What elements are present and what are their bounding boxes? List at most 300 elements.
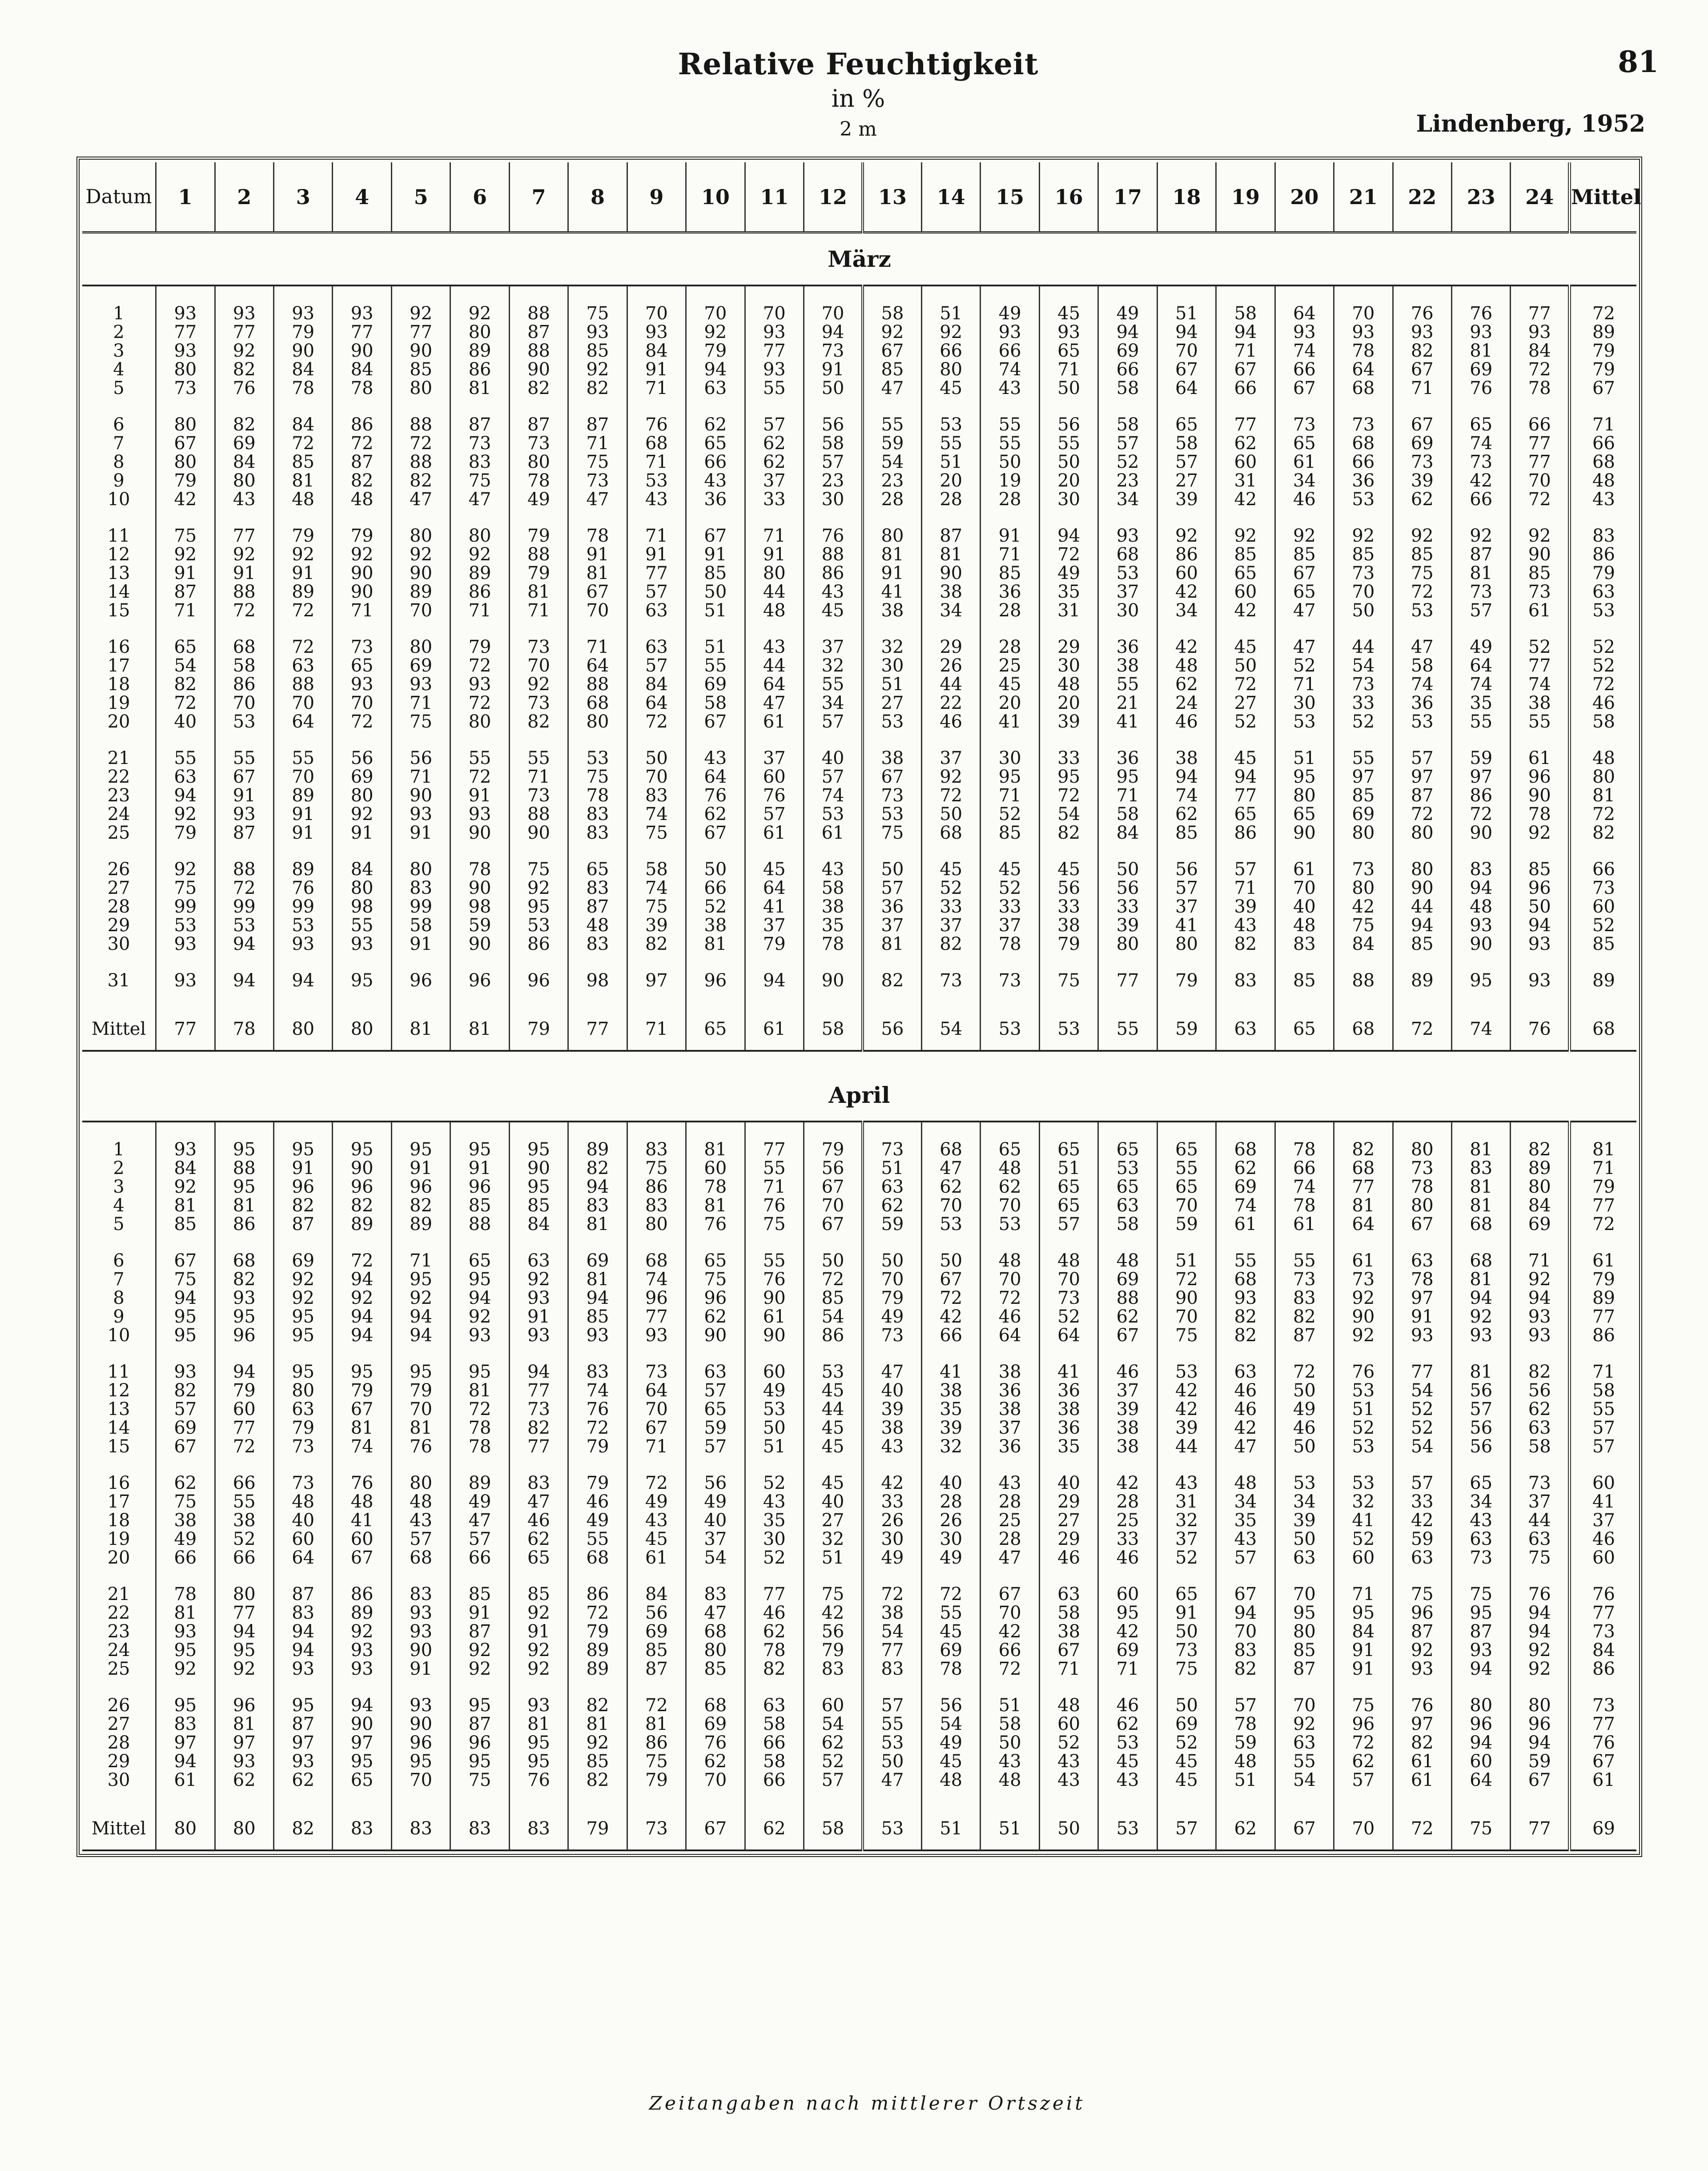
- humidity-value: 38: [881, 1603, 904, 1623]
- humidity-value: 82: [1411, 341, 1434, 361]
- humidity-value: 91: [998, 526, 1021, 546]
- spacer-cell: [215, 1234, 273, 1251]
- spacer-cell: [450, 1234, 509, 1251]
- humidity-value: 65: [1057, 1139, 1081, 1160]
- value-cell: [1511, 1140, 1569, 1234]
- humidity-value: 66: [1470, 489, 1493, 510]
- humidity-value: 63: [292, 1399, 315, 1419]
- humidity-value: 57: [763, 414, 786, 435]
- humidity-value: 50: [1234, 655, 1257, 676]
- humidity-value: 73: [527, 637, 550, 657]
- day-number: 18: [107, 1510, 130, 1531]
- humidity-value: 68: [1470, 1214, 1493, 1234]
- humidity-value: 89: [410, 1214, 433, 1234]
- spacer-cell: [745, 1234, 804, 1251]
- humidity-value: 72: [1057, 785, 1081, 806]
- header-hour-2: 2: [215, 162, 273, 233]
- humidity-value: 56: [1470, 1436, 1493, 1457]
- humidity-value: 70: [586, 600, 609, 621]
- humidity-value: 75: [468, 470, 491, 491]
- humidity-value: 65: [1057, 341, 1081, 361]
- humidity-value: 78: [821, 934, 844, 954]
- humidity-value: 48: [998, 1158, 1021, 1178]
- humidity-value: 95: [998, 767, 1021, 787]
- humidity-value: 81: [1470, 1362, 1493, 1382]
- humidity-value: 70: [527, 655, 550, 676]
- humidity-value: 61: [1411, 1751, 1434, 1772]
- humidity-value: 93: [174, 1139, 197, 1160]
- humidity-value: 73: [1411, 1158, 1434, 1178]
- humidity-value: 93: [1528, 1307, 1551, 1327]
- humidity-value: 88: [233, 1158, 256, 1178]
- humidity-value: 72: [174, 693, 197, 713]
- value-cell: [1275, 415, 1334, 509]
- humidity-value: 82: [1234, 934, 1257, 954]
- spacer-cell: [1039, 1122, 1098, 1140]
- spacer-cell: [1216, 842, 1275, 860]
- humidity-value: 80: [350, 878, 374, 898]
- humidity-value: 60: [1175, 563, 1198, 583]
- humidity-value: 33: [1116, 1529, 1139, 1549]
- humidity-value: 81: [1470, 1139, 1493, 1160]
- spacer-cell: [804, 398, 863, 415]
- value-cell: [804, 527, 863, 620]
- humidity-value: 48: [1234, 1473, 1257, 1493]
- humidity-value: 94: [1470, 878, 1493, 898]
- value-cell: [745, 638, 804, 731]
- humidity-value: 41: [881, 582, 904, 602]
- spacer-cell: [1157, 1567, 1216, 1585]
- humidity-value: 65: [998, 1139, 1021, 1160]
- humidity-value: 70: [1175, 341, 1198, 361]
- humidity-value: 30: [1293, 693, 1316, 713]
- footer-note: Zeitangaben nach mittlerer Ortszeit: [649, 2092, 1085, 2114]
- humidity-value: 92: [468, 1307, 491, 1327]
- humidity-value: 48: [1175, 655, 1198, 676]
- humidity-value: 83: [1470, 859, 1493, 880]
- humidity-value: 54: [1411, 1436, 1434, 1457]
- humidity-value: 61: [645, 1548, 668, 1568]
- humidity-value: 78: [468, 859, 491, 880]
- humidity-value: 79: [350, 1380, 374, 1401]
- humidity-value: 95: [1352, 1603, 1375, 1623]
- value-cell: [1098, 1585, 1157, 1678]
- humidity-value: 90: [704, 1325, 727, 1346]
- humidity-value: 94: [174, 1751, 197, 1772]
- spacer-cell: [686, 1456, 745, 1474]
- value-cell: [450, 860, 509, 953]
- humidity-value: 89: [468, 1473, 491, 1493]
- humidity-value: 58: [821, 433, 844, 454]
- value-cell: [627, 1474, 686, 1567]
- header-hour-16: 16: [1039, 162, 1098, 233]
- humidity-value: 65: [1175, 1584, 1198, 1604]
- humidity-value: 72: [292, 433, 315, 454]
- humidity-value: 55: [350, 915, 374, 936]
- humidity-value: 74: [1470, 674, 1493, 695]
- humidity-value: 71: [1592, 1158, 1615, 1178]
- humidity-value: 53: [940, 414, 963, 435]
- value-cell: [627, 527, 686, 620]
- value-cell: [1157, 1696, 1216, 1789]
- spacer-cell: [686, 1122, 745, 1140]
- spacer-cell: [450, 285, 509, 304]
- humidity-value: 55: [468, 748, 491, 768]
- humidity-value: 78: [763, 1640, 786, 1660]
- humidity-value: 80: [1528, 1695, 1551, 1716]
- humidity-value: 90: [1528, 544, 1551, 565]
- humidity-value: 54: [174, 655, 197, 676]
- spacer-cell: [450, 620, 509, 638]
- spacer-cell: [568, 1122, 627, 1140]
- humidity-value: 59: [468, 915, 491, 936]
- day-numbers: [82, 1474, 156, 1567]
- humidity-value: 95: [350, 1139, 374, 1160]
- value-cell: [745, 1696, 804, 1789]
- humidity-value: 67: [881, 767, 904, 787]
- humidity-value: 46: [1175, 712, 1198, 732]
- humidity-value: 91: [881, 563, 904, 583]
- value-cell: [745, 527, 804, 620]
- spacer-cell: [686, 731, 745, 749]
- humidity-value: 97: [174, 1733, 197, 1753]
- humidity-value: 82: [763, 1659, 786, 1679]
- spacer-cell: [1452, 842, 1511, 860]
- humidity-value: 88: [527, 341, 550, 361]
- humidity-value: 92: [410, 544, 433, 565]
- humidity-value: 72: [1592, 1214, 1615, 1234]
- day-numbers: [82, 415, 156, 509]
- humidity-value: 68: [1470, 1250, 1493, 1271]
- day-number: 11: [107, 1362, 130, 1382]
- humidity-value: 70: [998, 1603, 1021, 1623]
- spacer-cell: [391, 953, 450, 971]
- humidity-value: 81: [350, 1418, 374, 1438]
- day-number: 3: [113, 1177, 125, 1197]
- humidity-value: 98: [350, 897, 374, 917]
- humidity-value: 55: [1470, 712, 1493, 732]
- humidity-value: 57: [1470, 600, 1493, 621]
- units-label: in %: [831, 84, 885, 113]
- humidity-value: 78: [292, 378, 315, 398]
- value-cell: [1452, 415, 1511, 509]
- humidity-value: 82: [350, 1195, 374, 1216]
- humidity-value: 48: [1293, 915, 1316, 936]
- humidity-value: 86: [527, 934, 550, 954]
- humidity-value: 92: [174, 544, 197, 565]
- humidity-value: 75: [645, 1158, 668, 1178]
- mean-value: 77: [1511, 1807, 1569, 1850]
- mean-value: 55: [1098, 1008, 1157, 1051]
- humidity-value: 91: [233, 785, 256, 806]
- humidity-value: 48: [1057, 674, 1081, 695]
- humidity-value: 93: [410, 804, 433, 824]
- humidity-value: 67: [940, 1269, 963, 1290]
- humidity-value: 57: [410, 1529, 433, 1549]
- value-cell: [921, 860, 980, 953]
- humidity-value: 43: [1234, 915, 1257, 936]
- humidity-value: 73: [1352, 674, 1375, 695]
- spacer-cell: [273, 1122, 332, 1140]
- value-cell: [1334, 1696, 1393, 1789]
- humidity-value: 52: [704, 897, 727, 917]
- humidity-value: 76: [1352, 1362, 1375, 1382]
- value-cell: [804, 1696, 863, 1789]
- humidity-value: 93: [292, 1659, 315, 1679]
- value-cell: [1275, 1363, 1334, 1456]
- spacer-cell: [82, 509, 156, 527]
- humidity-value: 65: [1293, 582, 1316, 602]
- header-datum: Datum: [82, 162, 156, 233]
- value-cell: [568, 638, 627, 731]
- humidity-value: 48: [292, 489, 315, 510]
- spacer-cell: [156, 1345, 215, 1363]
- humidity-value: 47: [1234, 1436, 1257, 1457]
- spacer-cell: [450, 1345, 509, 1363]
- spacer-cell: [391, 1789, 450, 1807]
- humidity-value: 79: [292, 322, 315, 342]
- humidity-value: 93: [233, 804, 256, 824]
- humidity-value: 51: [1175, 1250, 1198, 1271]
- spacer-cell: [981, 1345, 1039, 1363]
- humidity-value: 47: [881, 378, 904, 398]
- humidity-value: 95: [1470, 1603, 1493, 1623]
- spacer-cell: [450, 1789, 509, 1807]
- humidity-value: 55: [1116, 674, 1139, 695]
- humidity-value: 58: [1116, 378, 1139, 398]
- spacer-cell: [921, 620, 980, 638]
- humidity-value: 30: [881, 655, 904, 676]
- spacer-cell: [1511, 1678, 1569, 1696]
- humidity-value: 76: [1470, 303, 1493, 324]
- humidity-value: 68: [1352, 1158, 1375, 1178]
- humidity-value: 94: [410, 1307, 433, 1327]
- spacer-cell: [745, 620, 804, 638]
- mean-value: 72: [1393, 1008, 1451, 1051]
- humidity-value: 73: [527, 433, 550, 454]
- mean-value: 53: [981, 1008, 1039, 1051]
- humidity-value: 93: [174, 1362, 197, 1382]
- humidity-value: 70: [410, 600, 433, 621]
- humidity-value: 82: [410, 470, 433, 491]
- humidity-value: 51: [1057, 1158, 1081, 1178]
- spacer-cell: [509, 990, 568, 1008]
- spacer-cell: [333, 1122, 391, 1140]
- value-cell: [1511, 1696, 1569, 1789]
- station-name: Lindenberg, 1952: [1416, 110, 1645, 137]
- humidity-value: 67: [1411, 414, 1434, 435]
- value-cell: [981, 749, 1039, 842]
- humidity-value: 88: [527, 804, 550, 824]
- humidity-value: 57: [174, 1399, 197, 1419]
- humidity-value: 59: [1528, 1751, 1551, 1772]
- day-number: 21: [107, 748, 130, 768]
- value-cell: [1098, 638, 1157, 731]
- value-cell: [921, 415, 980, 509]
- value-cell: [1157, 527, 1216, 620]
- value-cell: [686, 1474, 745, 1567]
- humidity-value: 80: [233, 1584, 256, 1604]
- spacer-cell: [686, 1567, 745, 1585]
- humidity-value: 76: [763, 1269, 786, 1290]
- humidity-value: 83: [586, 878, 609, 898]
- humidity-value: 66: [1116, 359, 1139, 380]
- value-cell: [509, 1251, 568, 1345]
- spacer-cell: [1098, 1345, 1157, 1363]
- humidity-value: 39: [1234, 897, 1257, 917]
- humidity-value: 60: [1592, 1473, 1615, 1493]
- humidity-value: 58: [763, 1751, 786, 1772]
- humidity-value: 60: [1592, 897, 1615, 917]
- value-cell: [568, 1696, 627, 1789]
- humidity-value: 84: [350, 359, 374, 380]
- spacer-cell: [1216, 1678, 1275, 1696]
- humidity-value: 81: [586, 1269, 609, 1290]
- humidity-value: 47: [881, 1770, 904, 1790]
- humidity-value: 50: [1116, 859, 1139, 880]
- spacer-cell: [273, 990, 332, 1008]
- value-cell: [1216, 1363, 1275, 1456]
- humidity-value: 77: [1352, 1177, 1375, 1197]
- humidity-value: 71: [350, 600, 374, 621]
- spacer-cell: [1511, 1234, 1569, 1251]
- humidity-value: 91: [292, 1158, 315, 1178]
- spacer-cell: [273, 842, 332, 860]
- humidity-value: 87: [350, 452, 374, 472]
- humidity-value: 37: [763, 915, 786, 936]
- humidity-value: 80: [704, 1640, 727, 1660]
- humidity-value: 50: [1293, 1380, 1316, 1401]
- value-cell: [1216, 527, 1275, 620]
- spacer-cell: [568, 1456, 627, 1474]
- humidity-value: 70: [350, 693, 374, 713]
- spacer-cell: [627, 1456, 686, 1474]
- humidity-value: 92: [1528, 1640, 1551, 1660]
- spacer-cell: [215, 953, 273, 971]
- spacer-cell: [215, 1456, 273, 1474]
- humidity-value: 65: [174, 637, 197, 657]
- humidity-value: 77: [233, 526, 256, 546]
- humidity-value: 92: [1352, 1288, 1375, 1308]
- humidity-value: 90: [410, 341, 433, 361]
- value-cell: [509, 1585, 568, 1678]
- value-cell: [745, 1363, 804, 1456]
- value-cell: [1275, 1251, 1334, 1345]
- spacer-cell: [1334, 620, 1393, 638]
- humidity-value: 78: [586, 526, 609, 546]
- spacer-cell: [981, 509, 1039, 527]
- spacer-cell: [1275, 509, 1334, 527]
- spacer-cell: [1334, 1122, 1393, 1140]
- humidity-value: 82: [1592, 823, 1615, 843]
- humidity-value: 46: [586, 1492, 609, 1512]
- mean-label: Mittel: [82, 1008, 156, 1051]
- humidity-value: 36: [1057, 1380, 1081, 1401]
- value-cell: [1216, 1251, 1275, 1345]
- humidity-value: 76: [586, 1399, 609, 1419]
- humidity-value: 59: [1175, 1214, 1198, 1234]
- spacer-cell: [1334, 398, 1393, 415]
- humidity-value: 57: [1057, 1214, 1081, 1234]
- humidity-value: 33: [1057, 897, 1081, 917]
- humidity-value: 90: [350, 582, 374, 602]
- spacer-cell: [627, 1234, 686, 1251]
- value-cell: [1393, 1363, 1451, 1456]
- humidity-value: 87: [468, 414, 491, 435]
- value-cell: [686, 1251, 745, 1345]
- humidity-value: 73: [292, 1473, 315, 1493]
- value-cell: [981, 304, 1039, 398]
- day-number: 25: [107, 1659, 130, 1679]
- humidity-value: 92: [233, 544, 256, 565]
- humidity-value: 72: [1528, 489, 1551, 510]
- humidity-value: 82: [233, 414, 256, 435]
- humidity-value: 93: [1411, 322, 1434, 342]
- humidity-value: 79: [1592, 1177, 1615, 1197]
- humidity-value: 70: [410, 1399, 433, 1419]
- value-cell: [921, 1585, 980, 1678]
- humidity-value: 20: [998, 693, 1021, 713]
- value-cell: [1452, 1363, 1511, 1456]
- value-cell: [981, 1140, 1039, 1234]
- humidity-value: 61: [763, 712, 786, 732]
- humidity-value: 46: [1293, 1418, 1316, 1438]
- spacer-cell: [1098, 1678, 1157, 1696]
- spacer-cell: [1334, 285, 1393, 304]
- value-cell: [1511, 638, 1569, 731]
- humidity-value: 77: [1234, 785, 1257, 806]
- spacer-cell: [981, 1456, 1039, 1474]
- mean-value: 51: [981, 1807, 1039, 1850]
- humidity-value: 73: [586, 470, 609, 491]
- spacer-cell: [273, 1456, 332, 1474]
- humidity-value: 45: [1057, 859, 1081, 880]
- humidity-value: 67: [350, 1399, 374, 1419]
- value-cell: [921, 1363, 980, 1456]
- day-group-row: [82, 860, 1636, 953]
- humidity-value: 24: [1175, 693, 1198, 713]
- humidity-value: 92: [1411, 1640, 1434, 1660]
- spacer-cell: [450, 842, 509, 860]
- spacer-cell: [981, 1678, 1039, 1696]
- day-number: 12: [107, 1380, 130, 1401]
- humidity-value: 66: [1293, 1158, 1316, 1178]
- day-number: 2: [113, 1158, 125, 1178]
- day-numbers: [82, 1140, 156, 1234]
- spacer-cell: [1334, 990, 1393, 1008]
- humidity-value: 94: [1528, 1733, 1551, 1753]
- value-cell: [1275, 860, 1334, 953]
- spacer-cell: [82, 1234, 156, 1251]
- humidity-value: 81: [645, 1714, 668, 1734]
- humidity-value: 44: [821, 1399, 844, 1419]
- humidity-value: 62: [1175, 674, 1198, 695]
- humidity-value: 68: [645, 433, 668, 454]
- humidity-value: 48: [1116, 1250, 1139, 1271]
- spacer-cell: [273, 953, 332, 971]
- humidity-value: 95: [1116, 1603, 1139, 1623]
- humidity-value: 36: [998, 1380, 1021, 1401]
- humidity-value: 65: [1175, 1139, 1198, 1160]
- value-cell: [509, 1140, 568, 1234]
- humidity-value: 71: [645, 526, 668, 546]
- humidity-value: 80: [1352, 878, 1375, 898]
- humidity-value: 92: [468, 1640, 491, 1660]
- humidity-value: 90: [1293, 823, 1316, 843]
- value-cell: [1157, 971, 1216, 990]
- mean-value: 78: [215, 1008, 273, 1051]
- humidity-value: 87: [586, 414, 609, 435]
